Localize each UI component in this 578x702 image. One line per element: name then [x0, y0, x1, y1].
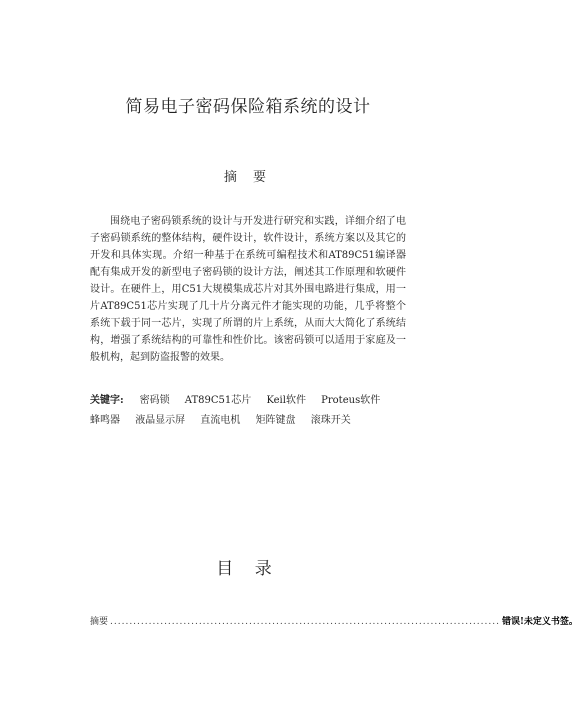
document-title: 简易电子密码保险箱系统的设计	[125, 97, 371, 117]
keywords-section	[90, 391, 406, 431]
abstract-body: 围绕电子密码锁系统的设计与开发进行研究和实践，详细介绍了电子密码锁系统的整体结构，硬件设计，软件设计，系统方案以及其它的开发和具体实现。介绍一种基于在系统可编程技术和AT89C51编译器配有集成开发的新型电子密码锁的设计方法，阐述其工作原理和软硬件设计。在硬件上，用C51大规模集成芯片对其外围电路进行集成，用一片AT89C51芯片实现了几十片分离元件才能实现的功能，几乎将整个系统下载于同一芯片，实现了所谓的片上系统，从而大大简化了系统结构，增强了系统结构的可靠性和性价比。该密码锁可以适用于家庭及一般机构，起到防盗报警的效果。	[90, 216, 406, 363]
keyword-item: 液晶显示屏	[135, 415, 186, 426]
toc-heading: 目 录	[216, 559, 280, 579]
keyword-item: 滚珠开关	[310, 415, 351, 426]
abstract-heading: 摘 要	[223, 170, 273, 185]
toc-leader-dots: .....................................................................................................	[110, 617, 500, 627]
keyword-item: 矩阵键盘	[255, 415, 296, 426]
keyword-item: Keil软件	[266, 395, 306, 406]
toc-entry[interactable]	[90, 615, 578, 629]
keyword-item: AT89C51芯片	[184, 395, 252, 406]
keyword-item: Proteus软件	[321, 395, 381, 406]
keyword-item: 密码锁	[139, 395, 170, 406]
toc-entry-label[interactable]: 摘要	[90, 617, 109, 627]
keyword-item: 直流电机	[200, 415, 241, 426]
toc-entry-page: 错误!未定义书签。	[501, 617, 578, 627]
keyword-item: 蜂鸣器	[90, 415, 120, 426]
keywords-label: 关键字:	[90, 395, 124, 406]
